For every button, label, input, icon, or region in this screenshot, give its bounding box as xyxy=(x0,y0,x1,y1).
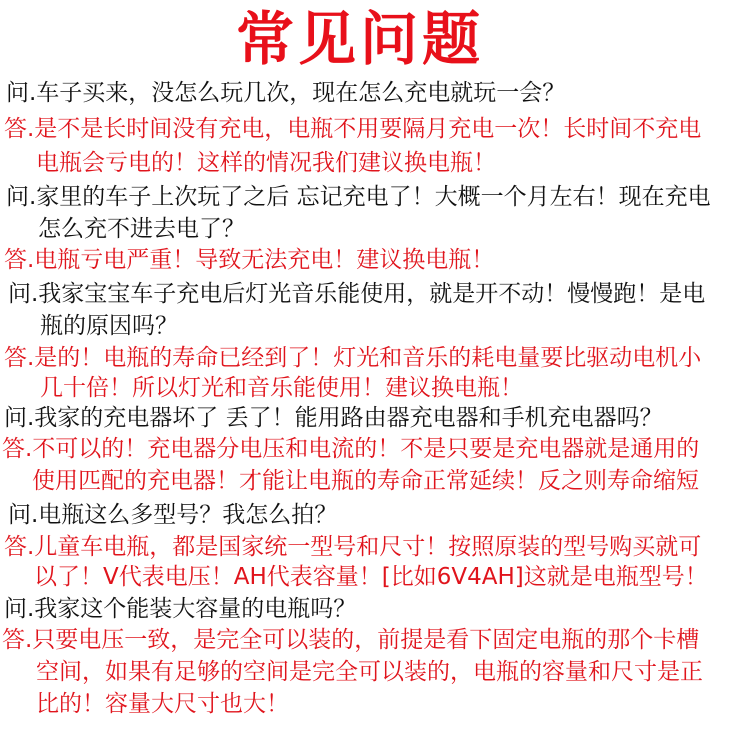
answer-line: 答.是的！电瓶的寿命已经到了！灯光和音乐的耗电量要比驱动电机小 xyxy=(4,345,702,371)
answer-line: 答.不可以的！充电器分电压和电流的！不是只要是充电器就是通用的 xyxy=(2,436,700,462)
answer-line: 空间，如果有足够的空间是完全可以装的，电瓶的容量和尺寸是正 xyxy=(36,659,703,685)
question-line: 问.车子买来，没怎么玩几次，现在怎么充电就玩一会？ xyxy=(6,80,566,106)
answer-line: 电瓶会亏电的！这样的情况我们建议换电瓶！ xyxy=(36,150,496,176)
question-line: 怎么充不进去电了？ xyxy=(38,216,245,242)
question-line: 问.我家的充电器坏了 丢了！能用路由器充电器和手机充电器吗？ xyxy=(4,405,663,431)
answer-line: 几十倍！所以灯光和音乐能使用！建议换电瓶！ xyxy=(40,375,523,401)
answer-line: 答.电瓶亏电严重！导致无法充电！建议换电瓶！ xyxy=(4,247,495,273)
question-line: 瓶的原因吗？ xyxy=(40,313,178,339)
answer-line: 答.是不是长时间没有充电，电瓶不用要隔月充电一次！长时间不充电 xyxy=(4,116,702,142)
answer-line: 答.儿童车电瓶，都是国家统一型号和尺寸！按照原装的型号购买就可 xyxy=(4,534,702,560)
question-line: 问.电瓶这么多型号？我怎么拍？ xyxy=(8,502,338,528)
answer-line: 以了！V代表电压！AH代表容量！[比如6V4AH]这就是电瓶型号！ xyxy=(34,564,708,590)
page-title: 常见问题 xyxy=(235,5,484,73)
answer-line: 比的！容量大尺寸也大！ xyxy=(36,691,289,717)
answer-line: 答.只要电压一致，是完全可以装的，前提是看下固定电瓶的那个卡槽 xyxy=(2,627,700,653)
question-line: 问.我家宝宝车子充电后灯光音乐能使用，就是开不动！慢慢跑！是电 xyxy=(8,281,706,307)
question-line: 问.家里的车子上次玩了之后 忘记充电了！大概一个月左右！现在充电 xyxy=(6,184,711,210)
question-line: 问.我家这个能装大容量的电瓶吗？ xyxy=(4,596,357,622)
answer-line: 使用匹配的充电器！才能让电瓶的寿命正常延续！反之则寿命缩短 xyxy=(32,468,699,494)
